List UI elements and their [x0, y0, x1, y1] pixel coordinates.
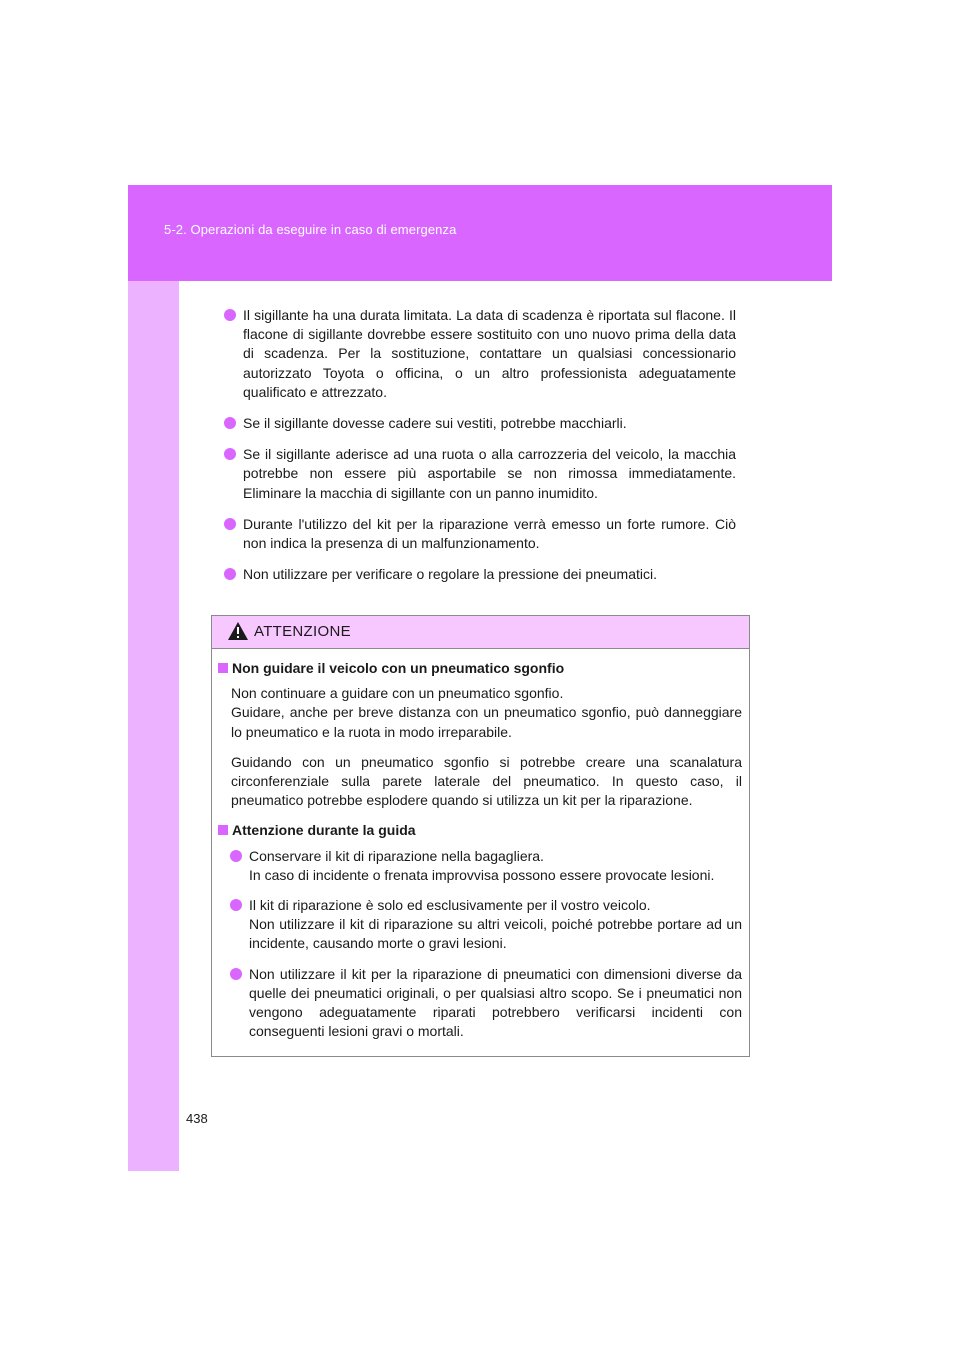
bullet-dot-icon — [230, 899, 242, 911]
warning-header — [212, 616, 749, 649]
note-list — [224, 306, 736, 596]
bullet-dot-icon — [224, 309, 236, 321]
bullet-dot-icon — [230, 850, 242, 862]
square-bullet-icon — [218, 663, 228, 673]
bullet-dot-icon — [230, 968, 242, 980]
list-item: Il kit di riparazione è solo ed esclusivamente per il vostro veicolo. Non utilizzare il kit di riparazione su altri veicoli, poiché potrebbe portare ad un incidente, causando morte o gravi lesioni. — [218, 896, 742, 954]
bullet-dot-icon — [224, 417, 236, 429]
warning-title: ATTENZIONE — [254, 623, 351, 640]
page-number: 438 — [186, 1111, 208, 1126]
list-item: Se il sigillante dovesse cadere sui vestiti, potrebbe macchiarli. — [224, 414, 736, 433]
list-item: Non utilizzare per verificare o regolare la pressione dei pneumatici. — [224, 565, 736, 584]
list-item: Non utilizzare il kit per la riparazione di pneumatici con dimensioni diverse da quelle dei pneumatici originali, o per qualsiasi altro scopo. Se i pneumatici non vengono adeguatamente riparati potrebbero verificarsi incidenti con conseguenti lesioni gravi o mortali. — [218, 965, 742, 1042]
list-item: Se il sigillante aderisce ad una ruota o alla carrozzeria del veicolo, la macchia potrebbe non essere più asportabile se non rimossa immediatamente. Eliminare la macchia di sigillante con un panno inumidito. — [224, 445, 736, 503]
warning-triangle-icon — [227, 621, 249, 641]
warning-section-heading: Non guidare il veicolo con un pneumatico sgonfio — [218, 659, 742, 678]
list-item: Il sigillante ha una durata limitata. La data di scadenza è riportata sul flacone. Il flacone di sigillante dovrebbe essere sostituito con uno nuovo prima della data di scadenza. Per la sostituzione, contattare un qualsiasi concessionario autorizzato Toyota o officina, o un altro professionista adeguatamente qualificato e attrezzato. — [224, 306, 736, 402]
square-bullet-icon — [218, 825, 228, 835]
warning-paragraph: Non continuare a guidare con un pneumatico sgonfio. Guidare, anche per breve distanza con un pneumatico sgonfio, può danneggiare lo pneumatico e la ruota in modo irreparabile. — [231, 685, 743, 740]
warning-body — [212, 649, 749, 1041]
warning-box — [211, 615, 750, 1057]
bullet-dot-icon — [224, 568, 236, 580]
bullet-dot-icon — [224, 448, 236, 460]
warning-paragraph: Guidando con un pneumatico sgonfio si potrebbe creare una scanalatura circonferenziale sulla parete laterale del pneumatico. In questo caso, il pneumatico potrebbe esplodere quando si utilizza un kit per la riparazione. — [231, 753, 742, 809]
section-title: 5-2. Operazioni da eseguire in caso di emergenza — [164, 222, 457, 237]
list-item: Durante l'utilizzo del kit per la riparazione verrà emesso un forte rumore. Ciò non indica la presenza di un malfunzionamento. — [224, 515, 736, 553]
list-item: Conservare il kit di riparazione nella bagagliera. In caso di incidente o frenata improvvisa possono essere provocate lesioni. — [218, 847, 742, 885]
warning-section-heading: Attenzione durante la guida — [218, 821, 742, 840]
side-strip — [128, 281, 179, 1171]
bullet-dot-icon — [224, 518, 236, 530]
header-band — [128, 185, 832, 281]
